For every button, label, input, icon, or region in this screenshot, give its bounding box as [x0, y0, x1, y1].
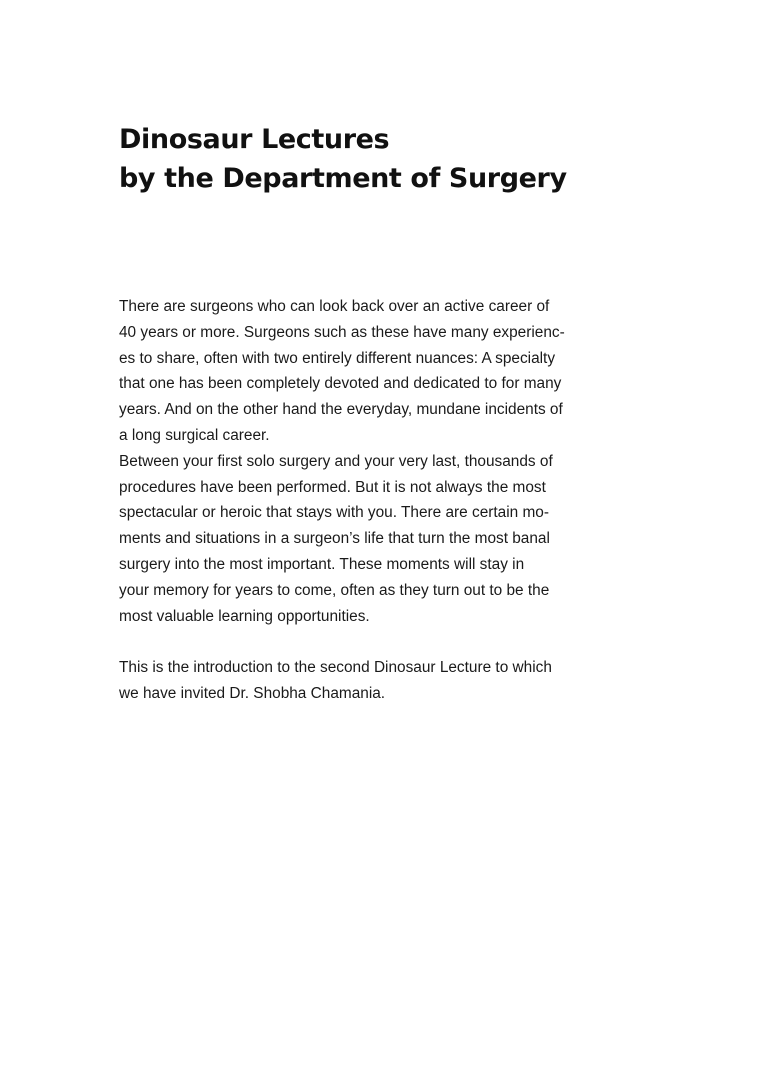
title-line-2: by the Department of Surgery [119, 163, 567, 194]
text-line: es to share, often with two entirely different nuances: A specialty [119, 349, 556, 367]
page-title [119, 120, 639, 198]
text-line: most valuable learning opportunities. [119, 607, 370, 625]
text-line: Between your first solo surgery and your very last, thousands of [119, 452, 553, 470]
text-line: ments and situations in a surgeon’s life that turn the most banal [119, 530, 550, 548]
title-line-1: Dinosaur Lectures [119, 124, 390, 155]
text-line: 40 years or more. Surgeons such as these have many experienc- [119, 323, 565, 341]
text-line: There are surgeons who can look back over an active career of [119, 298, 550, 315]
text-line: procedures have been performed. But it is not always the most [119, 478, 546, 496]
paragraph-spacer [119, 629, 639, 655]
text-line: that one has been completely devoted and dedicated to for many [119, 375, 562, 393]
document-page [119, 120, 639, 707]
text-line: we have invited Dr. Shobha Chamania. [119, 684, 386, 702]
body-text [119, 294, 639, 707]
text-line: your memory for years to come, often as they turn out to be the [119, 581, 550, 599]
paragraph-procedures [119, 449, 639, 630]
text-line: years. And on the other hand the everyday, mundane incidents of [119, 401, 563, 419]
text-line: a long surgical career. [119, 426, 270, 444]
text-line: surgery into the most important. These moments will stay in [119, 555, 525, 573]
paragraph-invitation [119, 655, 639, 707]
paragraph-intro [119, 294, 639, 449]
text-line: spectacular or heroic that stays with you. There are certain mo- [119, 504, 549, 522]
text-line: This is the introduction to the second Dinosaur Lecture to which [119, 659, 552, 677]
